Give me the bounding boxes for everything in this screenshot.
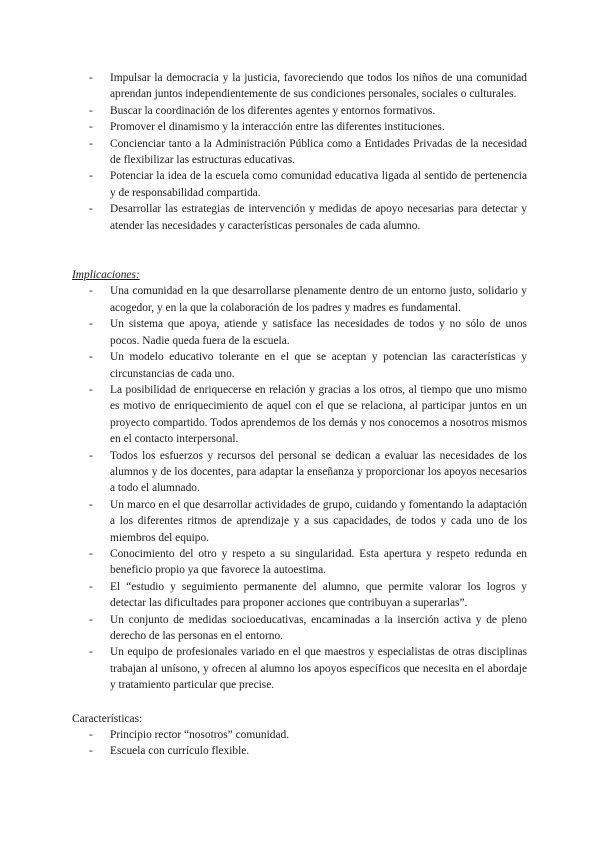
list-item-text: Impulsar la democracia y la justicia, favoreciendo que todos los niños de una comunidad aprendan juntos independientemente de sus condiciones personales, sociales o culturales.: [110, 72, 527, 101]
document-body: [72, 70, 527, 760]
list-item-text: Un sistema que apoya, atiende y satisface las necesidades de todos y no sólo de unos pocos. Nadie queda fuera de la escuela.: [110, 318, 527, 347]
list-item-text: La posibilidad de enriquecerse en relación y gracias a los otros, al tiempo que uno mismo es motivo de enriquecimiento de aquel con el que se relaciona, al participar juntos en un proyecto compartido. Todos aprendemos de los demás y nos conocemos a nosotros mismos en el contacto interpersonal.: [110, 383, 527, 446]
list-item: [72, 382, 527, 448]
dash-bullet: -: [89, 203, 93, 216]
list-item-text: Conocimiento del otro y respeto a su singularidad. Esta apertura y respeto redunda en beneficio propio ya que favorece la autoestima.: [110, 547, 527, 577]
dash-bullet: -: [89, 285, 93, 298]
dash-bullet: -: [89, 104, 93, 117]
dash-bullet: -: [89, 745, 93, 758]
dash-bullet: -: [89, 351, 93, 364]
list-item: [72, 546, 527, 579]
dash-bullet: -: [89, 383, 93, 396]
list-item-text: Un marco en el que desarrollar actividades de grupo, cuidando y fomentando la adaptación a los diferentes ritmos de aprendizaje y a sus capacidades, de todos y cada uno de los miembros del equipo.: [110, 498, 527, 544]
list-item: [72, 349, 527, 382]
dash-bullet: -: [89, 137, 93, 150]
list-item: [72, 283, 527, 316]
dash-bullet: -: [89, 170, 93, 183]
objectives-list: [72, 70, 527, 234]
list-item-text: El “estudio y seguimiento permanente del alumno, que permite valorar los logros y detectar las dificultades para proponer acciones que contribuyan a superarlas”.: [110, 580, 527, 610]
list-item-text: Un equipo de profesionales variado en el que maestros y especialistas de otras disciplinas trabajan al unísono, y ofrecen al alumno los apoyos específicos que necesita en el abordaje y tratamiento particular que precise.: [110, 646, 527, 692]
list-item: [72, 70, 527, 103]
implications-heading: Implicaciones:: [72, 269, 140, 282]
list-item: [72, 497, 527, 546]
list-item: [72, 644, 527, 693]
list-item: [72, 168, 527, 201]
list-item-text: Concienciar tanto a la Administración Pública como a Entidades Privadas de la necesidad de flexibilizar las estructuras educativas.: [110, 137, 527, 167]
characteristics-heading: Características:: [72, 712, 143, 725]
list-item-text: Potenciar la idea de la escuela como comunidad educativa ligada al sentido de pertenencia y de responsabilidad compartida.: [110, 170, 527, 199]
list-item-text: Promover el dinamismo y la interacción entre las diferentes instituciones.: [110, 121, 445, 134]
list-item: [72, 103, 527, 119]
list-item: [72, 316, 527, 349]
list-item: [72, 743, 527, 759]
dash-bullet: -: [89, 547, 93, 560]
list-item: [72, 727, 527, 743]
list-item-text: Principio rector “nosotros” comunidad.: [110, 729, 290, 742]
list-item: [72, 612, 527, 645]
list-item-text: Buscar la coordinación de los diferentes agentes y entornos formativos.: [110, 104, 436, 117]
dash-bullet: -: [89, 498, 93, 511]
dash-bullet: -: [89, 318, 93, 331]
list-item: [72, 119, 527, 135]
list-item-text: Desarrollar las estrategias de intervención y medidas de apoyo necesarias para detectar y atender las necesidades y características personales de cada alumno.: [110, 203, 527, 232]
dash-bullet: -: [89, 121, 93, 134]
implications-list: [72, 283, 527, 693]
list-item-text: Un modelo educativo tolerante en el que se aceptan y potencian las características y circunstancias de cada uno.: [110, 351, 527, 380]
list-item: [72, 136, 527, 169]
dash-bullet: -: [89, 72, 93, 84]
characteristics-list: [72, 727, 527, 760]
dash-bullet: -: [89, 449, 93, 462]
list-item-text: Escuela con currículo flexible.: [110, 745, 250, 758]
list-item: [72, 448, 527, 497]
dash-bullet: -: [89, 580, 93, 593]
list-item: [72, 579, 527, 612]
list-item: [72, 201, 527, 234]
dash-bullet: -: [89, 613, 93, 626]
list-item-text: Todos los esfuerzos y recursos del personal se dedican a evaluar las necesidades de los alumnos y de los docentes, para adaptar la enseñanza y proporcionar los apoyos necesarios a todo el alumnado.: [110, 449, 527, 495]
dash-bullet: -: [89, 729, 93, 742]
dash-bullet: -: [89, 646, 93, 659]
list-item-text: Una comunidad en la que desarrollarse plenamente dentro de un entorno justo, solidario y acogedor, y en la que la colaboración de los padres y madres es fundamental.: [110, 285, 527, 314]
list-item-text: Un conjunto de medidas socioeducativas, encaminadas a la inserción activa y de pleno derecho de las personas en el entorno.: [110, 613, 527, 642]
